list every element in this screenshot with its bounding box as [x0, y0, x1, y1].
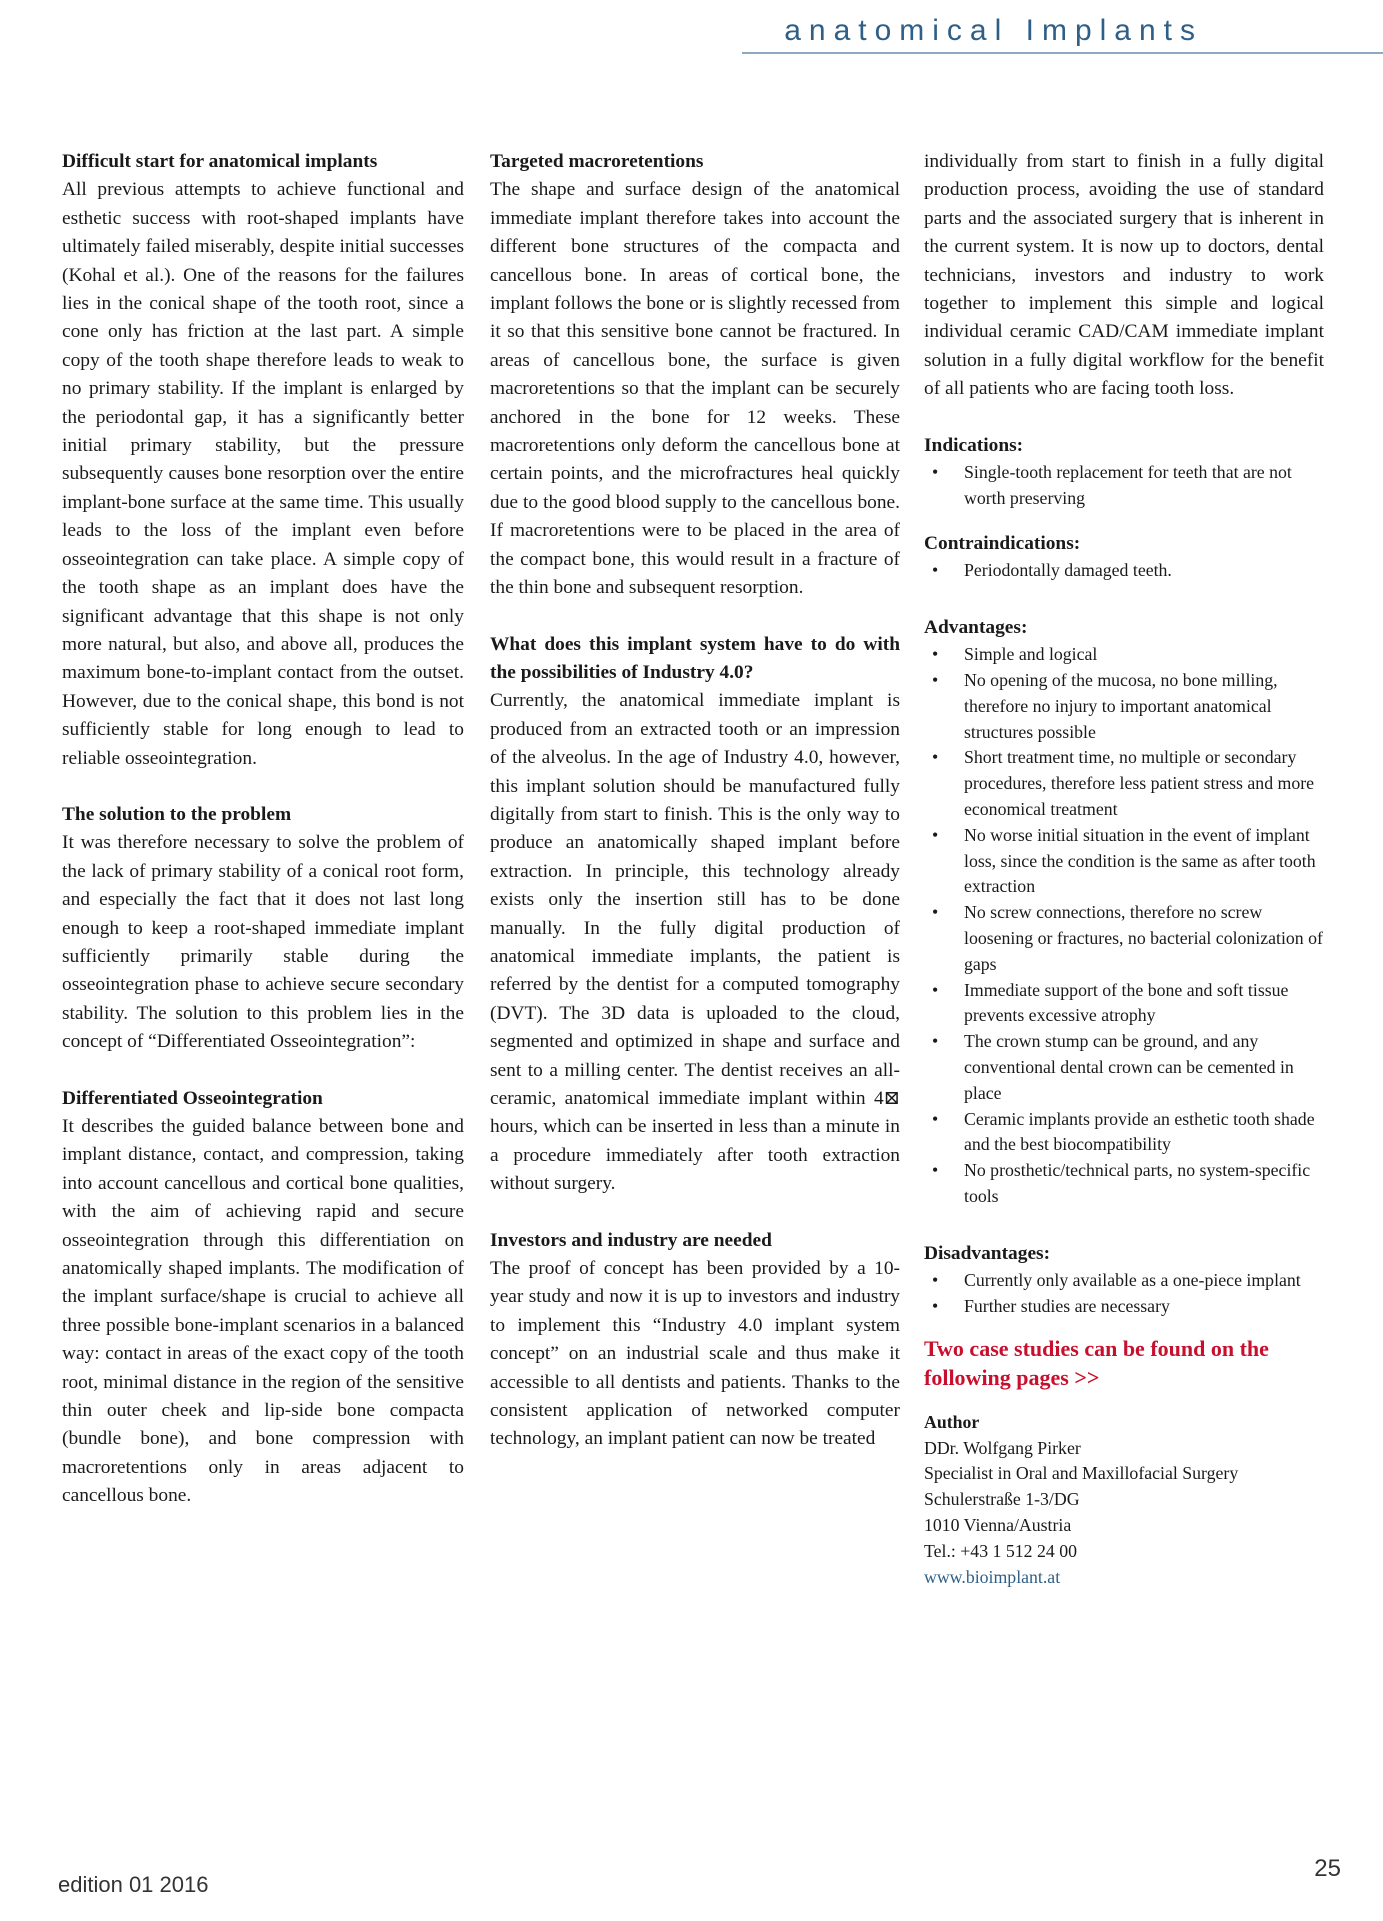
list-item: • Immediate support of the bone and soft tissue prevents excessive atrophy [924, 978, 1324, 1030]
disadvantages-list [924, 1268, 1324, 1320]
list-item: • The crown stump can be ground, and any conventional dental crown can be cemented in place [924, 1029, 1324, 1106]
contraindications-list [924, 558, 1324, 584]
list-item: • No worse initial situation in the event of implant loss, since the condition is the same as after tooth extraction [924, 823, 1324, 900]
paragraph-investors: The proof of concept has been provided by a 10-year study and now it is up to investors and industry to implement this “Industry 4.0 implant system concept” on an industrial scale and thus make it accessible to all dentists and patients. Thanks to the consistent application of networked computer technology, an implant patient can now be treated [490, 1258, 900, 1450]
page-number: 25 [1314, 1855, 1341, 1882]
list-item: • Currently only available as a one-piece implant [924, 1268, 1324, 1294]
paragraph-targeted-macroretentions: The shape and surface design of the anatomical immediate implant therefore takes into account the different bone structures of the compacta and cancellous bone. In areas of cortical bone, the implant follows the bone or is slightly recessed from it so that this sensitive bone cannot be fractured. In areas of cancellous bone, the surface is given macroretentions so that the implant can be securely anchored in the bone for 12 weeks. These macroretentions only deform the cancellous bone at certain points, and the microfractures heal quickly due to the good blood supply to the cancellous bone. If macroretentions were to be placed in the area of the compact bone, this would result in a fracture of the thin bone and subsequent resorption. [490, 179, 900, 599]
paragraph-difficult-start: All previous attempts to achieve functional and esthetic success with root-shaped implants have ultimately failed miserably, despite initial successes (Kohal et al.). One of the reasons for the failures lies in the conical shape of the tooth root, since a cone only has friction at the last part. A simple copy of the tooth shape therefore leads to weak to no primary stability. If the implant is enlarged by the periodontal gap, it has a significantly better initial primary stability, but the pressure subsequently causes bone resorption over the entire implant-bone surface at the same time. This usually leads to the loss of the implant even before osseointegration can take place. A simple copy of the tooth shape as an implant does have the significant advantage that this shape is not only more natural, but also, and above all, produces the maximum bone-to-implant contact from the outset. However, due to the conical shape, this bond is not sufficiently stable for long enough to lead to reliable osseointegration. [62, 179, 464, 769]
header-divider [742, 52, 1383, 54]
advantages-list [924, 642, 1324, 1210]
column-3 [924, 148, 1324, 1590]
paragraph-solution: It was therefore necessary to solve the problem of the lack of primary stability of a conical root form, and especially the fact that it does not last long enough to keep a root-shaped immediate implant sufficiently primarily stable during the osseointegration phase to achieve secure secondary stability. The solution to this problem lies in the concept of “Differentiated Osseointegration”: [62, 832, 464, 1053]
indications-list [924, 460, 1324, 512]
list-item: • Further studies are necessary [924, 1294, 1324, 1320]
author-website-link[interactable]: www.bioimplant.at [924, 1566, 1061, 1587]
heading-investors: Investors and industry are needed [490, 1229, 772, 1251]
list-item: • Periodontally damaged teeth. [924, 558, 1324, 584]
heading-advantages: Advantages: [924, 616, 1028, 638]
heading-disadvantages: Disadvantages: [924, 1242, 1051, 1264]
heading-contraindications: Contraindications: [924, 532, 1081, 554]
list-item: • No opening of the mucosa, no bone milling, therefore no injury to important anatomical structures possible [924, 668, 1324, 745]
list-item: • No prosthetic/technical parts, no system-specific tools [924, 1158, 1324, 1210]
list-item: • Single-tooth replacement for teeth that are not worth preserving [924, 460, 1324, 512]
heading-differentiated-osseointegration: Differentiated Osseointegration [62, 1087, 323, 1109]
list-item: • Ceramic implants provide an esthetic tooth shade and the best biocompatibility [924, 1107, 1324, 1159]
edition-label: edition 01 2016 [58, 1872, 209, 1897]
list-item: • Simple and logical [924, 642, 1324, 668]
column-2 [490, 148, 900, 1454]
author-street: Schulerstraße 1-3/DG [924, 1489, 1080, 1510]
author-heading: Author [924, 1411, 980, 1432]
author-city: 1010 Vienna/Austria [924, 1514, 1072, 1535]
list-item: • Short treatment time, no multiple or secondary procedures, therefore less patient stress and more economical treatment [924, 745, 1324, 822]
list-item: • No screw connections, therefore no screw loosening or fractures, no bacterial colonization of gaps [924, 900, 1324, 977]
heading-difficult-start: Difficult start for anatomical implants [62, 151, 378, 172]
author-name: DDr. Wolfgang Pirker [924, 1437, 1081, 1458]
section-title: anatomical Implants [784, 14, 1203, 47]
case-studies-callout: Two case studies can be found on the following pages >> [924, 1335, 1269, 1390]
author-block [924, 1410, 1324, 1591]
column-1 [62, 148, 464, 1511]
heading-targeted-macroretentions: Targeted macroretentions [490, 151, 704, 172]
heading-solution: The solution to the problem [62, 803, 292, 825]
paragraph-differentiated-osseointegration: It describes the guided balance between bone and implant distance, contact, and compression, taking into account cancellous and cortical bone qualities, with the aim of achieving rapid and secure osseointegration through this differentiation on anatomically shaped implants. The modification of the implant surface/shape is crucial to achieve all three possible bone-implant scenarios in a balanced way: contact in areas of the exact copy of the tooth root, minimal distance in the region of the sensitive thin outer cheek and lip-side bone compacta (bundle bone), and bone compression with macroretentions only in areas adjacent to cancellous bone. [62, 1116, 464, 1507]
heading-indications: Indications: [924, 434, 1024, 456]
paragraph-continuation: individually from start to finish in a fully digital production process, avoiding the use of standard parts and the associated surgery that is inherent in the current system. It is now up to doctors, dental technicians, investors and industry to work together to implement this simple and logical individual ceramic CAD/CAM immediate implant solution in a fully digital workflow for the benefit of all patients who are facing tooth loss. [924, 151, 1324, 400]
paragraph-industry-40: Currently, the anatomical immediate implant is produced from an extracted tooth or an impression of the alveolus. In the age of Industry 4.0, however, this implant solution should be manufactured fully digitally from start to finish. This is the only way to produce an anatomically shaped implant before extraction. In principle, this technology already exists only the insertion still has to be done manually. In the fully digital production of anatomical immediate implants, the patient is referred by the dentist for a computed tomography (DVT). The 3D data is uploaded to the cloud, segmented and optimized in shape and surface and sent to a milling center. The dentist receives an all-ceramic, anatomical immediate implant within 4⊠ hours, which can be inserted in less than a minute in a procedure immediately after tooth extraction without surgery. [490, 690, 900, 1195]
author-role: Specialist in Oral and Maxillofacial Surgery [924, 1463, 1239, 1484]
author-phone: Tel.: +43 1 512 24 00 [924, 1540, 1077, 1561]
heading-industry-40: What does this implant system have to do with the possibilities of Industry 4.0? [490, 633, 900, 683]
